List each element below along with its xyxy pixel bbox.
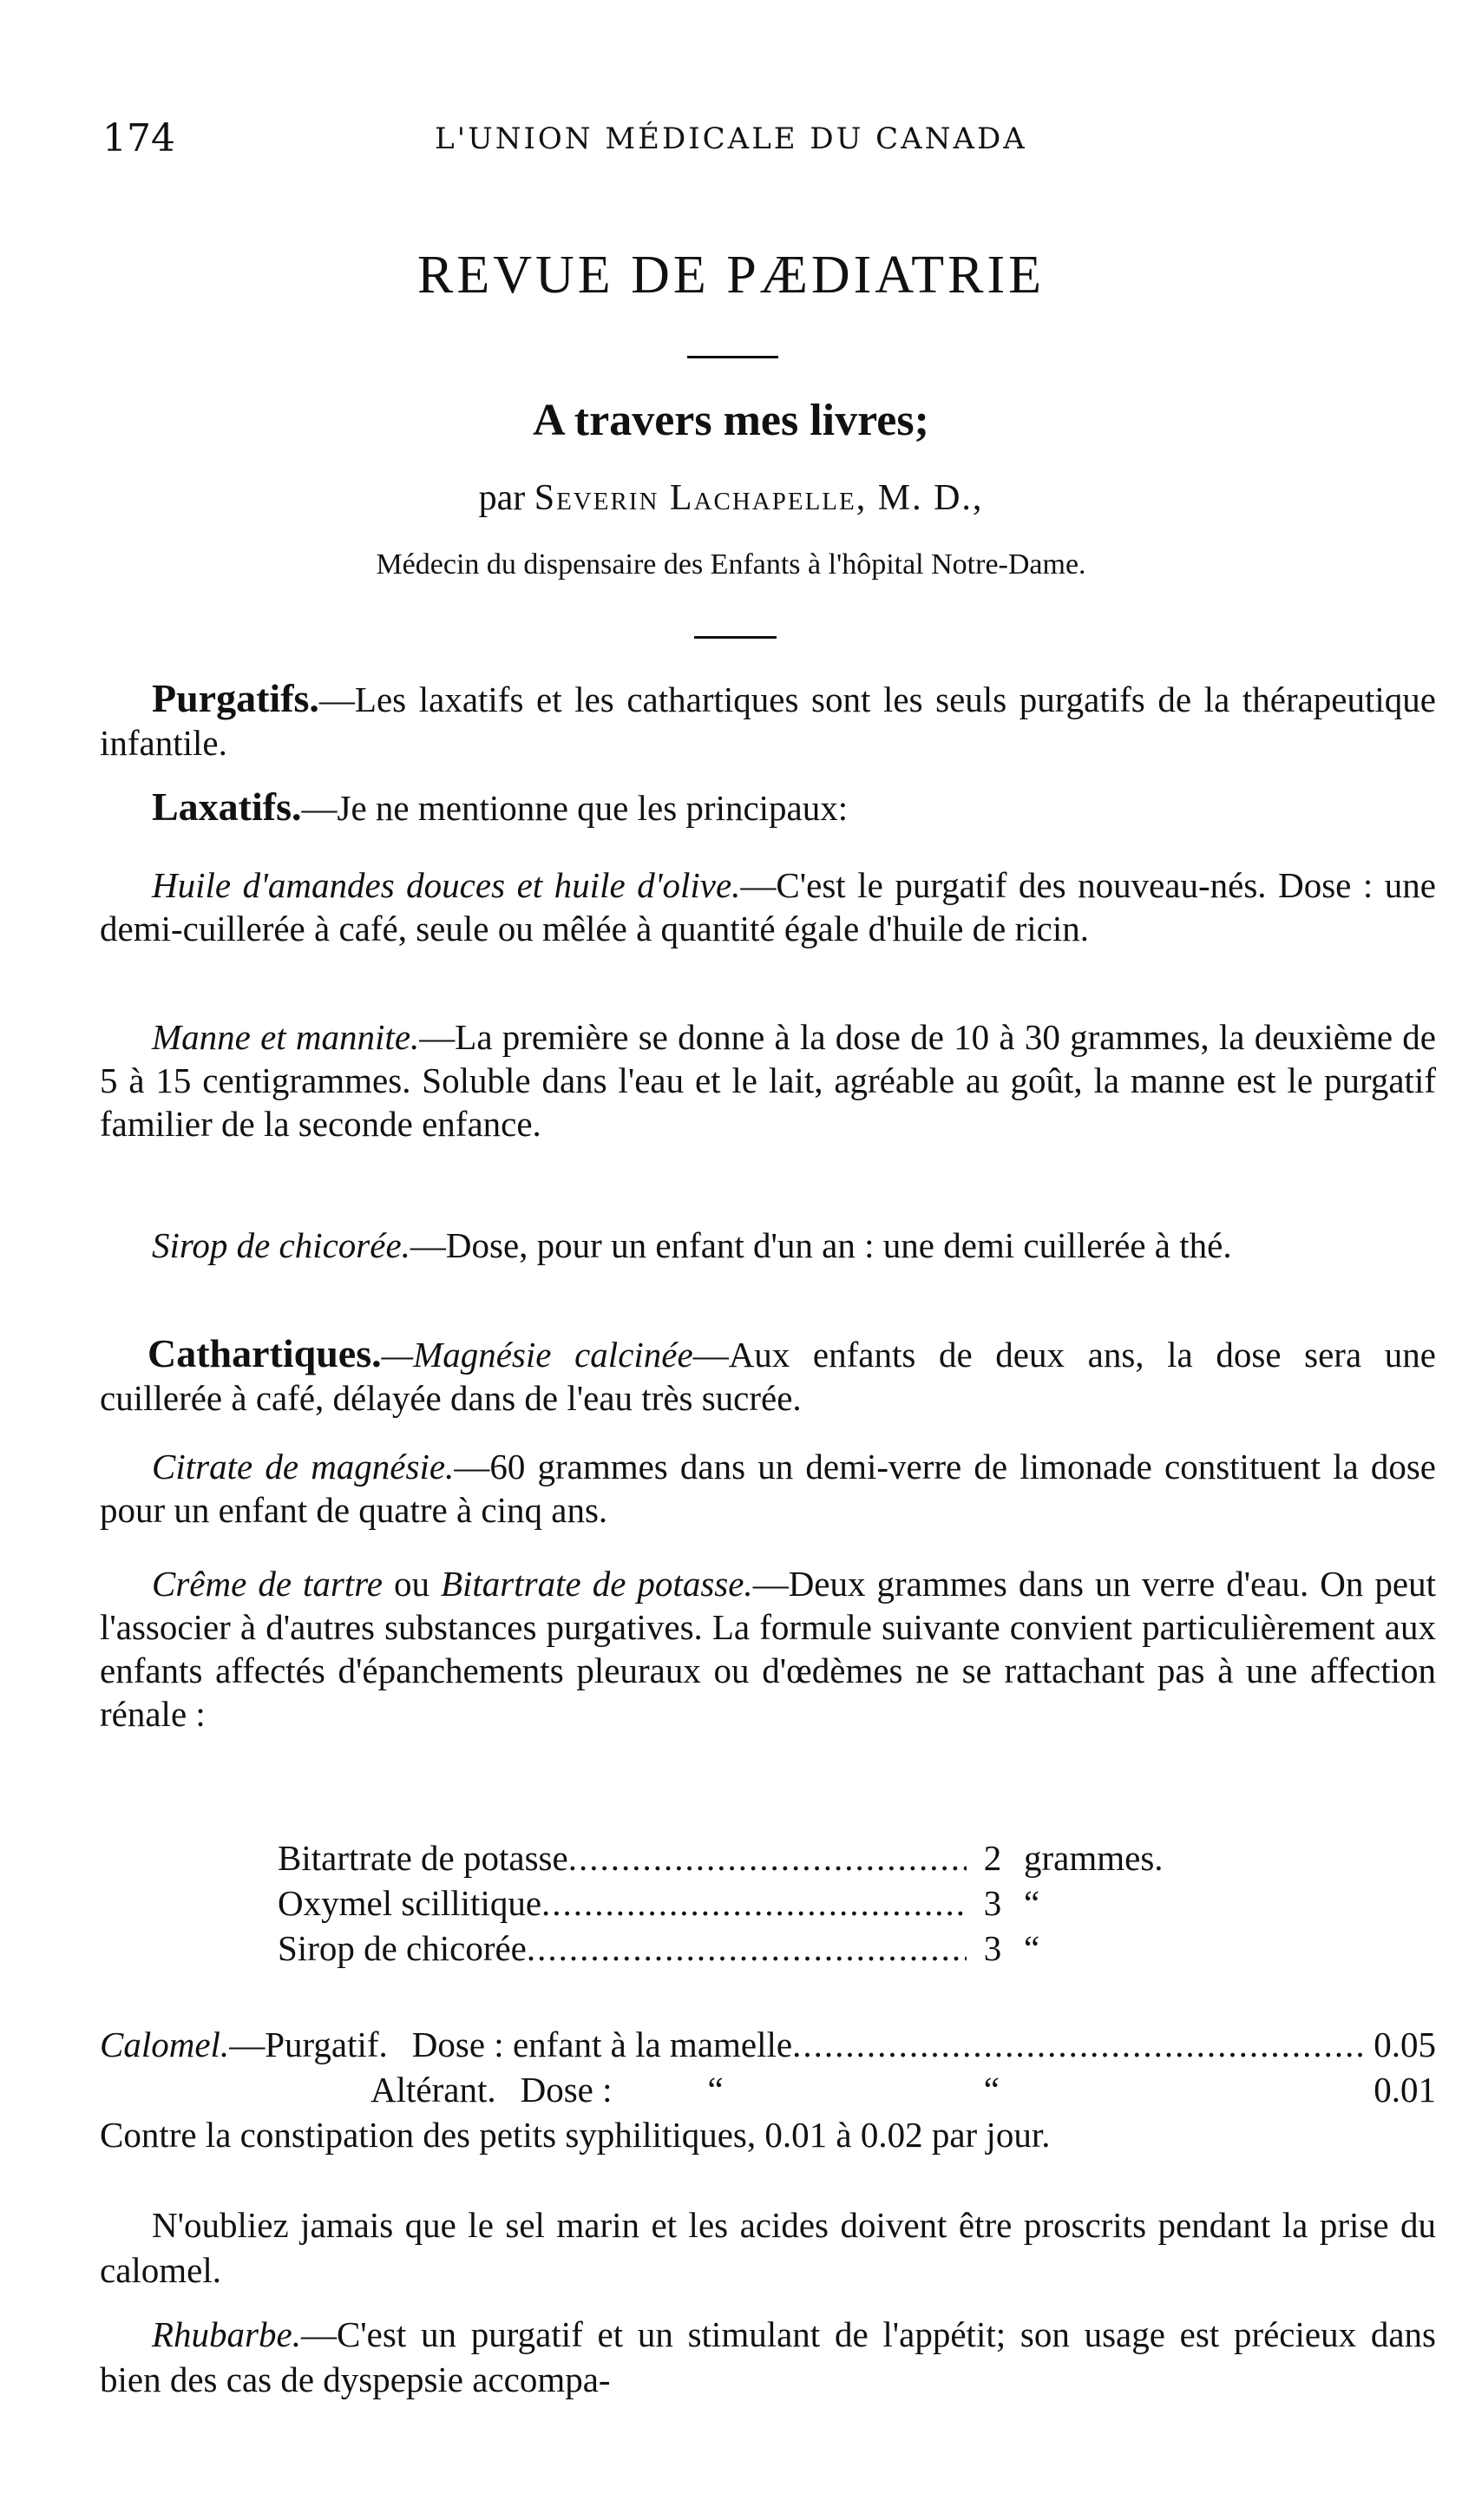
formula-ingredient: Sirop de chicorée xyxy=(278,1928,527,1968)
manne-heading: Manne et mannite. xyxy=(152,1017,420,1057)
section-rule xyxy=(694,636,777,639)
calomel-value-2: 0.01 xyxy=(1373,2070,1436,2110)
cathartiques-text: —Aux enfants de deux ans, la dose sera une cuillerée à café, délayée dans de l'eau très sucrée. xyxy=(100,1335,1436,1418)
calomel-dose-1: Dose : enfant à la mamelle xyxy=(411,2025,793,2064)
formula-quantity: 2 xyxy=(983,1838,1002,1878)
formula-row xyxy=(278,1835,1258,1880)
sel-text: N'oubliez jamais que le sel marin et les acides doivent être proscrits pendant la prise du calomel. xyxy=(100,2205,1436,2290)
creme-paragraph xyxy=(100,1562,1436,1736)
cathartiques-heading: Cathartiques. xyxy=(148,1331,382,1375)
huile-paragraph xyxy=(100,863,1436,950)
citrate-text: —60 grammes dans un demi-verre de limonade constituent la dose pour un enfant de quatre à cinq ans. xyxy=(100,1447,1436,1530)
magnesie-subheading: —Magnésie calcinée xyxy=(381,1335,693,1375)
calomel-line-2 xyxy=(100,2067,1436,2112)
calomel-alterant: Altérant. xyxy=(370,2070,496,2110)
huile-heading: Huile d'amandes douces et huile d'olive. xyxy=(152,865,741,905)
citrate-heading: Citrate de magnésie. xyxy=(152,1447,455,1486)
formula-unit: “ xyxy=(1024,1928,1040,1968)
formula-unit: grammes. xyxy=(1024,1838,1164,1878)
formula-quantity: 3 xyxy=(983,1883,1002,1923)
citrate-paragraph xyxy=(100,1445,1436,1532)
formula-ingredient: Bitartrate de potasse xyxy=(278,1838,568,1878)
purgatifs-text: —Les laxatifs et les cathartiques sont les seuls purgatifs de la thérapeutique infantile. xyxy=(100,679,1436,763)
bitartrate-heading: Bitartrate de potasse. xyxy=(440,1564,753,1604)
rhubarbe-text: —C'est un purgatif et un stimulant de l'appétit; son usage est précieux dans bien des cas de dyspepsie accompa- xyxy=(100,2314,1436,2399)
purgatifs-paragraph xyxy=(100,677,1436,765)
laxatifs-heading: Laxatifs. xyxy=(152,784,302,829)
author-name: Severin Lachapelle, M. D., xyxy=(534,478,984,518)
rhubarbe-heading: Rhubarbe. xyxy=(152,2314,301,2354)
sirop-heading: Sirop de chicorée. xyxy=(152,1225,410,1265)
rhubarbe-paragraph xyxy=(100,2312,1436,2402)
title-rule xyxy=(687,356,778,358)
author-prefix: par xyxy=(478,478,526,518)
manne-text: —La première se donne à la dose de 10 à 30 grammes, la deuxième de 5 à 15 centigrammes. Soluble dans l'eau et le lait, agréable au goût, la manne est le purgatif familier de la seconde enfance. xyxy=(100,1017,1437,1144)
laxatifs-text: —Je ne mentionne que les principaux: xyxy=(301,788,849,828)
creme-text: —Deux grammes dans un verre d'eau. On peut l'associer à d'autres substances purgatives. La formule suivante convient particulièrement aux enfants affectés d'épanchements pleuraux ou d'œdèmes ne se rattachant pas à une affection rénale : xyxy=(100,1564,1437,1734)
calomel-section xyxy=(100,2022,1436,2112)
syphilitiques-text: Contre la constipation des petits syphilitiques, 0.01 à 0.02 par jour. xyxy=(100,2115,1051,2155)
running-title: L'UNION MÉDICALE DU CANADA xyxy=(435,121,1027,156)
formula-row xyxy=(278,1926,1258,1971)
formula-list xyxy=(278,1835,1258,1971)
calomel-ditto-1: “ xyxy=(707,2070,724,2110)
cathartiques-paragraph xyxy=(100,1332,1436,1420)
sirop-paragraph xyxy=(100,1224,1436,1267)
calomel-value-1: 0.05 xyxy=(1373,2025,1436,2064)
sel-paragraph xyxy=(100,2202,1436,2293)
purgatifs-heading: Purgatifs. xyxy=(152,676,319,720)
formula-row xyxy=(278,1880,1258,1926)
creme-or: ou xyxy=(382,1564,441,1604)
creme-heading: Crême de tartre xyxy=(152,1564,383,1604)
author-affiliation: Médecin du dispensaire des Enfants à l'hôpital Notre-Dame. xyxy=(376,548,1086,581)
article-subtitle: A travers mes livres; xyxy=(533,396,929,445)
author-line xyxy=(0,477,1462,519)
calomel-heading: Calomel. xyxy=(100,2025,230,2064)
manne-paragraph xyxy=(100,1015,1436,1145)
sirop-text: —Dose, pour un enfant d'un an : une demi cuillerée à thé. xyxy=(410,1225,1232,1265)
page-number: 174 xyxy=(102,116,175,161)
formula-ingredient: Oxymel scillitique xyxy=(278,1883,542,1923)
laxatifs-paragraph xyxy=(100,785,1436,830)
formula-unit: “ xyxy=(1024,1883,1040,1923)
page-header xyxy=(102,116,1360,168)
calomel-ditto-2: “ xyxy=(983,2070,1000,2110)
calomel-line-1 xyxy=(100,2022,1436,2067)
formula-quantity: 3 xyxy=(983,1928,1002,1968)
article-title: REVUE DE PÆDIATRIE xyxy=(417,246,1045,305)
calomel-purgatif: —Purgatif. xyxy=(229,2025,388,2064)
calomel-dose-2: Dose : xyxy=(520,2070,613,2110)
syphilitiques-paragraph xyxy=(100,2112,1436,2157)
huile-text: —C'est le purgatif des nouveau-nés. Dose : une demi-cuillerée à café, seule ou mêlée à quantité égale d'huile de ricin. xyxy=(100,865,1436,948)
